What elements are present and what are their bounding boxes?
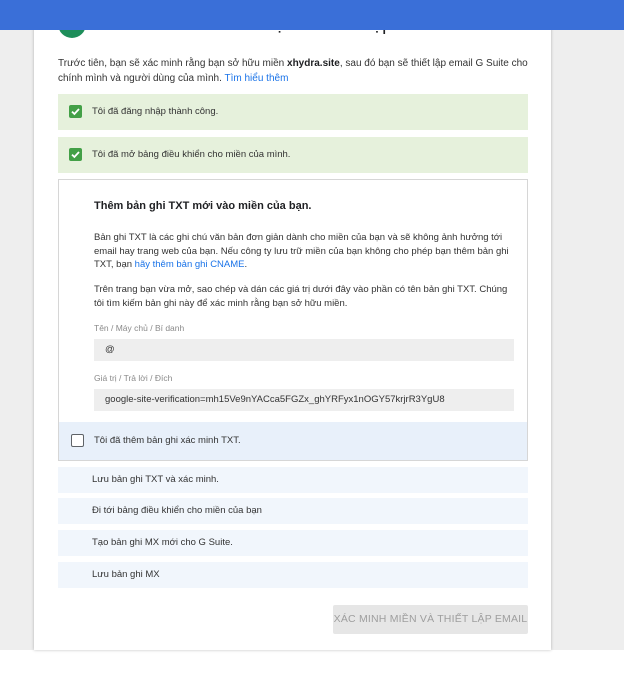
- top-app-bar: [0, 0, 624, 30]
- add-txt-record-step: [58, 179, 528, 461]
- step-label: Tôi đã đăng nhập thành công.: [92, 106, 219, 117]
- value-field-label: Giá trị / Trả lời / Đích: [94, 373, 173, 383]
- intro-text: Trước tiên, bạn sẽ xác minh rằng bạn sở hữu miền xhydra.site, sau đó bạn sẽ thiết lập email G Suite cho chính mình và người dùng của mình. Tìm hiểu thêm: [58, 58, 528, 84]
- step-create-mx: Tạo bản ghi MX mới cho G Suite.: [58, 530, 528, 556]
- add-cname-link[interactable]: hãy thêm bản ghi CNAME: [134, 259, 245, 270]
- step-signed-in[interactable]: [58, 94, 528, 130]
- confirm-txt-added-row[interactable]: [59, 422, 527, 460]
- verify-and-setup-button[interactable]: XÁC MINH MIỀN VÀ THIẾT LẬP EMAIL: [333, 605, 528, 634]
- host-value-field[interactable]: @: [94, 339, 514, 361]
- step-save-mx: Lưu bản ghi MX: [58, 562, 528, 588]
- page-background-right: [551, 30, 624, 650]
- learn-more-link[interactable]: Tìm hiểu thêm: [224, 73, 289, 84]
- step-title: Thêm bản ghi TXT mới vào miền của bạn.: [94, 200, 312, 212]
- step-save-txt: Lưu bản ghi TXT và xác minh.: [58, 467, 528, 493]
- checked-checkbox-icon[interactable]: [69, 105, 82, 118]
- step-go-to-control-panel: Đi tới bảng điều khiển cho miền của bạn: [58, 498, 528, 524]
- checked-checkbox-icon[interactable]: [69, 148, 82, 161]
- unchecked-checkbox-icon[interactable]: [71, 434, 84, 447]
- txt-value-field[interactable]: google-site-verification=mh15Ve9nYACca5FGZx_ghYRFyx1nOGY57krjrR3YgU8: [94, 389, 514, 411]
- confirm-label: Tôi đã thêm bản ghi xác minh TXT.: [94, 435, 241, 446]
- step-label: Tôi đã mở bảng điều khiển cho miền của mình.: [92, 149, 291, 160]
- step-opened-control-panel[interactable]: [58, 137, 528, 173]
- domain-name: xhydra.site: [287, 58, 340, 69]
- page-background-left: [0, 30, 34, 650]
- host-field-label: Tên / Máy chủ / Bí danh: [94, 323, 185, 333]
- txt-explanation: Bản ghi TXT là các ghi chú văn bản đơn giản dành cho miền của bạn và sẽ không ảnh hưởng tới email hay trang web của bạn. Nếu công ty lưu trữ miền của bạn không cho phép bạn thêm bản ghi TXT, bạn hãy thêm bản ghi CNAME.: [94, 232, 509, 270]
- copy-instructions: Trên trang bạn vừa mở, sao chép và dán các giá trị dưới đây vào phần có tên bản ghi TXT. Chúng tôi tìm kiếm bản ghi này để xác minh rằng bạn sở hữu miền.: [94, 284, 508, 309]
